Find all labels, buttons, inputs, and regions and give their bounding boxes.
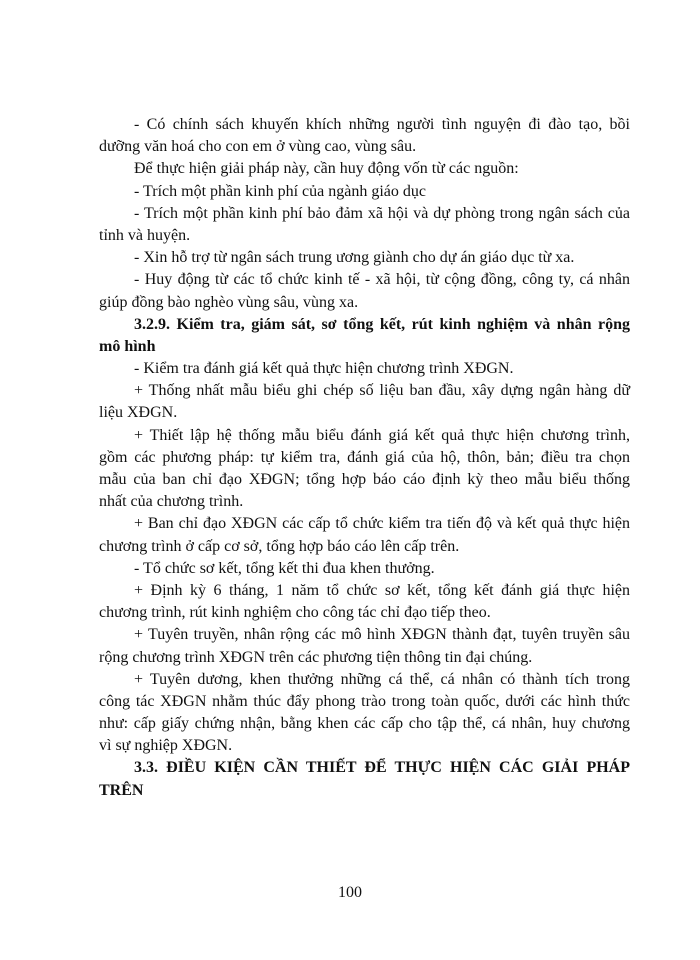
- paragraph-line: - Có chính sách khuyến khích những người tình nguyện đi đào tạo, bồi: [134, 116, 630, 133]
- paragraph-line: - Xin hỗ trợ từ ngân sách trung ương giành cho dự án giáo dục từ xa.: [134, 249, 575, 267]
- paragraph-line: + Thiết lập hệ thống mẫu biểu đánh giá kết quả thực hiện chương trình,: [134, 426, 630, 444]
- paragraph-line: + Thống nhất mẫu biểu ghi chép số liệu ban đầu, xây dựng ngân hàng dữ: [134, 382, 630, 400]
- paragraph-line: như: cấp giấy chứng nhận, bằng khen các cấp cho tập thể, cá nhân, huy chương: [99, 715, 630, 733]
- paragraph-line: liệu XĐGN.: [99, 404, 178, 422]
- section-heading-line: mô hình: [99, 337, 156, 355]
- section-heading-line: 3.2.9. Kiểm tra, giám sát, sơ tổng kết, rút kinh nghiệm và nhân rộng: [134, 315, 630, 333]
- paragraph-line: mẫu của ban chỉ đạo XĐGN; tổng hợp báo cáo định kỳ theo mẫu biểu thống: [99, 471, 630, 488]
- paragraph-line: + Tuyên truyền, nhân rộng các mô hình XĐGN thành đạt, tuyên truyền sâu: [134, 626, 630, 644]
- paragraph-line: nhất của chương trình.: [99, 493, 244, 511]
- document-page-body: [99, 114, 630, 802]
- paragraph-line: Để thực hiện giải pháp này, cần huy động vốn từ các nguồn:: [134, 160, 519, 178]
- paragraph-line: chương trình ở cấp cơ sở, tổng hợp báo cáo lên cấp trên.: [99, 537, 460, 555]
- paragraph-line: công tác XĐGN nhằm thúc đẩy phong trào trong toàn quốc, dưới các hình thức: [99, 692, 630, 710]
- paragraph-line: rộng chương trình XĐGN trên các phương tiện thông tin đại chúng.: [99, 648, 533, 666]
- section-heading-line: 3.3. ĐIỀU KIỆN CẦN THIẾT ĐỂ THỰC HIỆN CÁC GIẢI PHÁP: [134, 759, 630, 777]
- paragraph-line: + Tuyên dương, khen thưởng những cá thể, cá nhân có thành tích trong: [134, 670, 630, 688]
- page-number: 100: [338, 884, 362, 901]
- paragraph-line: giúp đồng bào nghèo vùng sâu, vùng xa.: [99, 293, 359, 311]
- paragraph-line: - Tổ chức sơ kết, tổng kết thi đua khen thưởng.: [134, 559, 435, 577]
- paragraph-line: vì sự nghiệp XĐGN.: [99, 737, 233, 755]
- paragraph-line: dưỡng văn hoá cho con em ở vùng cao, vùng sâu.: [99, 138, 417, 156]
- paragraph-line: + Định kỳ 6 tháng, 1 năm tổ chức sơ kết, tổng kết đánh giá thực hiện: [134, 581, 630, 599]
- paragraph-line: gồm các phương pháp: tự kiểm tra, đánh giá của hộ, thôn, bản; điều tra chọn: [99, 448, 630, 466]
- paragraph-line: - Trích một phần kinh phí bảo đảm xã hội và dự phòng trong ngân sách của: [134, 204, 630, 222]
- section-heading-line: TRÊN: [99, 781, 144, 799]
- paragraph-line: - Huy động từ các tổ chức kinh tế - xã hội, từ cộng đồng, công ty, cá nhân: [134, 271, 630, 289]
- paragraph-line: tỉnh và huyện.: [99, 226, 191, 244]
- paragraph-line: chương trình, rút kinh nghiệm cho công tác chỉ đạo tiếp theo.: [99, 604, 491, 622]
- paragraph-line: - Kiểm tra đánh giá kết quả thực hiện chương trình XĐGN.: [134, 360, 514, 378]
- paragraph-line: - Trích một phần kinh phí của ngành giáo dục: [134, 182, 426, 200]
- paragraph-line: + Ban chỉ đạo XĐGN các cấp tổ chức kiểm tra tiến độ và kết quả thực hiện: [134, 515, 630, 533]
